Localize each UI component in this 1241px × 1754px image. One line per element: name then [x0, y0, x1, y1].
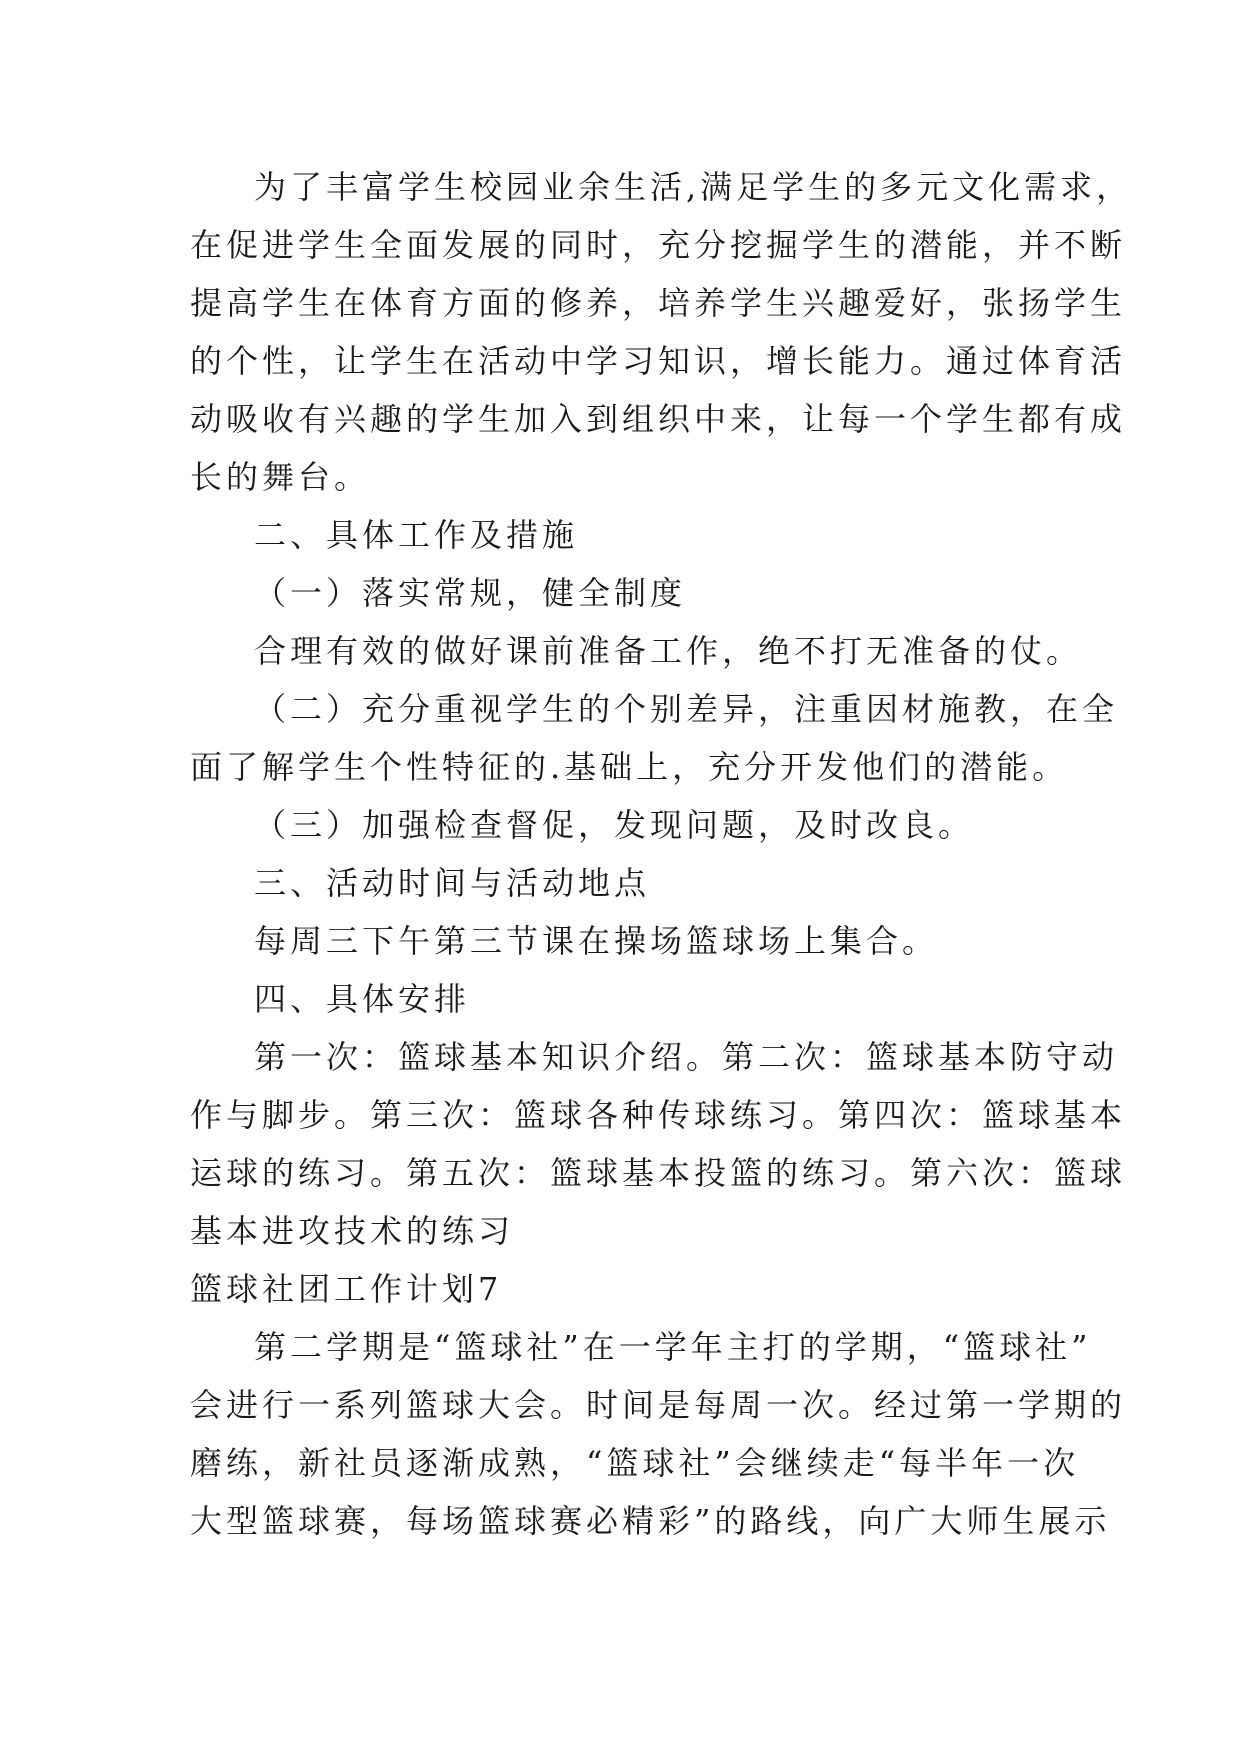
paragraph-line: 基本进攻技术的练习	[190, 1212, 515, 1250]
paragraph-line: 动吸收有兴趣的学生加入到组织中来，让每一个学生都有成	[190, 400, 1127, 438]
paragraph-line: 每周三下午第三节课在操场篮球场上集合。	[254, 922, 939, 960]
section-heading: 二、具体工作及措施	[254, 516, 579, 554]
subsection-heading: （三）加强检查督促，发现问题，及时改良。	[254, 806, 975, 844]
paragraph-line: 第一次：篮球基本知识介绍。第二次：篮球基本防守动	[254, 1038, 1119, 1076]
paragraph-line: 合理有效的做好课前准备工作，绝不打无准备的仗。	[254, 632, 1083, 670]
subsection-heading: （一）落实常规，健全制度	[254, 574, 687, 612]
subsection-heading: （二）充分重视学生的个别差异，注重因材施教，在全	[254, 690, 1119, 728]
paragraph-line: 提高学生在体育方面的修养，培养学生兴趣爱好，张扬学生	[190, 284, 1127, 322]
paragraph-line: 的个性，让学生在活动中学习知识，增长能力。通过体育活	[190, 342, 1127, 380]
paragraph-line: 为了丰富学生校园业余生活,满足学生的多元文化需求，	[254, 168, 1133, 206]
section-heading: 三、活动时间与活动地点	[254, 864, 651, 902]
section-heading: 四、具体安排	[254, 980, 471, 1018]
paragraph-line: 作与脚步。第三次：篮球各种传球练习。第四次：篮球基本	[190, 1096, 1127, 1134]
paragraph-line: 运球的练习。第五次：篮球基本投篮的练习。第六次：篮球	[190, 1154, 1127, 1192]
document-title: 篮球社团工作计划7	[190, 1270, 503, 1308]
paragraph-line: 长的舞台。	[190, 458, 371, 496]
paragraph-line: 在促进学生全面发展的同时，充分挖掘学生的潜能，并不断	[190, 226, 1127, 264]
paragraph-line: 磨练，新社员逐渐成熟，“篮球社”会继续走“每半年一次	[190, 1444, 1080, 1482]
paragraph-line: 会进行一系列篮球大会。时间是每周一次。经过第一学期的	[190, 1386, 1127, 1424]
paragraph-line: 第二学期是“篮球社”在一学年主打的学期，“篮球社”	[254, 1328, 1092, 1366]
paragraph-line: 面了解学生个性特征的.基础上，充分开发他们的潜能。	[190, 748, 1069, 786]
paragraph-line: 大型篮球赛，每场篮球赛必精彩”的路线，向广大师生展示	[190, 1502, 1111, 1540]
document-body	[190, 158, 1133, 1550]
